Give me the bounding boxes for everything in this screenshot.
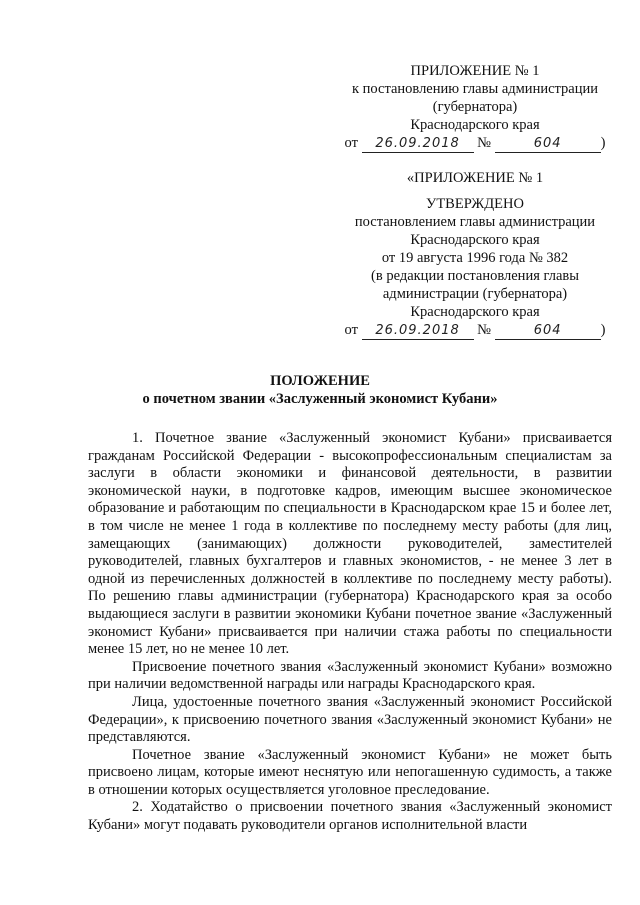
closing-paren: ) <box>600 135 606 151</box>
document-body <box>88 430 612 835</box>
from-label: от <box>344 135 358 151</box>
number-label: № <box>477 322 492 338</box>
from-label: от <box>344 322 358 338</box>
handwritten-date: 26.09.2018 <box>362 323 474 340</box>
approval-date-line <box>330 321 620 340</box>
paragraph-1: 1. Почетное звание «Заслуженный экономист Кубани» присваивается гражданам Российской Федерации - высокопрофессиональным специалистам за заслуги в области экономики и финансовой деятельности, в развитии экономической науки, в подготовке кадров, имеющим высшее экономическое образование и работающим по специальности в Краснодарском крае 15 и более лет, в том числе не менее 1 года в коллективе по последнему месту работы (для лиц, замещающих (занимающих) должности руководителей, заместителей руководителей, главных бухгалтеров и главных экономистов, - не менее 3 лет в одной из перечисленных должностей в коллективе по последнему месту работы). По решению главы администрации (губернатора) Краснодарского края за особо выдающиеся заслуги в развитии экономики Кубани почетное звание «Заслуженный экономист Кубани» присваивается при наличии стажа работы по специальности менее 15 лет, но не менее 10 лет. <box>88 430 612 658</box>
title-subject: о почетном звании «Заслуженный экономист Кубани» <box>142 391 498 407</box>
handwritten-date: 26.09.2018 <box>362 136 474 153</box>
handwritten-number: 604 <box>495 323 601 340</box>
approved-stamp-text: УТВЕРЖДЕНО <box>426 196 524 212</box>
appendix-number: ПРИЛОЖЕНИЕ № 1 <box>410 63 540 79</box>
approval-original-date-line: от 19 августа 1996 года № 382 <box>381 250 569 266</box>
approval-region-line: Краснодарского края <box>410 232 540 248</box>
paragraph-4: Почетное звание «Заслуженный экономист Кубани» не может быть присвоено лицам, которые имеют неснятую или непогашенную судимость, а также в отношении которых осуществляется уголовное преследование. <box>88 746 612 798</box>
paragraph-3: Лица, удостоенные почетного звания «Заслуженный экономист Российской Федерации», к присвоению почетного звания «Заслуженный экономист Кубани» не представляются. <box>88 693 612 746</box>
approval-resolution-line: постановлением главы администрации <box>354 214 596 230</box>
approval-region-line-2: Краснодарского края <box>410 304 540 320</box>
closing-paren: ) <box>600 322 606 338</box>
appendix-governor-line: (губернатора) <box>432 99 518 115</box>
appendix-header <box>330 62 620 153</box>
approval-revision-line: (в редакции постановления главы <box>371 268 579 284</box>
document-title <box>40 372 600 408</box>
approval-header <box>330 169 620 340</box>
number-label: № <box>477 135 492 151</box>
quoted-appendix-number: «ПРИЛОЖЕНИЕ № 1 <box>406 170 544 186</box>
title-heading: ПОЛОЖЕНИЕ <box>270 373 370 389</box>
appendix-region-line: Краснодарского края <box>410 117 540 133</box>
paragraph-5: 2. Ходатайство о присвоении почетного звания «Заслуженный экономист Кубани» могут подавать руководители органов исполнительной власти <box>88 799 612 834</box>
approval-governor-line: администрации (губернатора) <box>382 286 568 302</box>
appendix-date-line <box>330 134 620 153</box>
handwritten-number: 604 <box>495 136 601 153</box>
paragraph-2: Присвоение почетного звания «Заслуженный экономист Кубани» возможно при наличии ведомственной награды или награды Краснодарского края. <box>88 658 612 693</box>
appendix-resolution-line: к постановлению главы администрации <box>351 81 599 97</box>
